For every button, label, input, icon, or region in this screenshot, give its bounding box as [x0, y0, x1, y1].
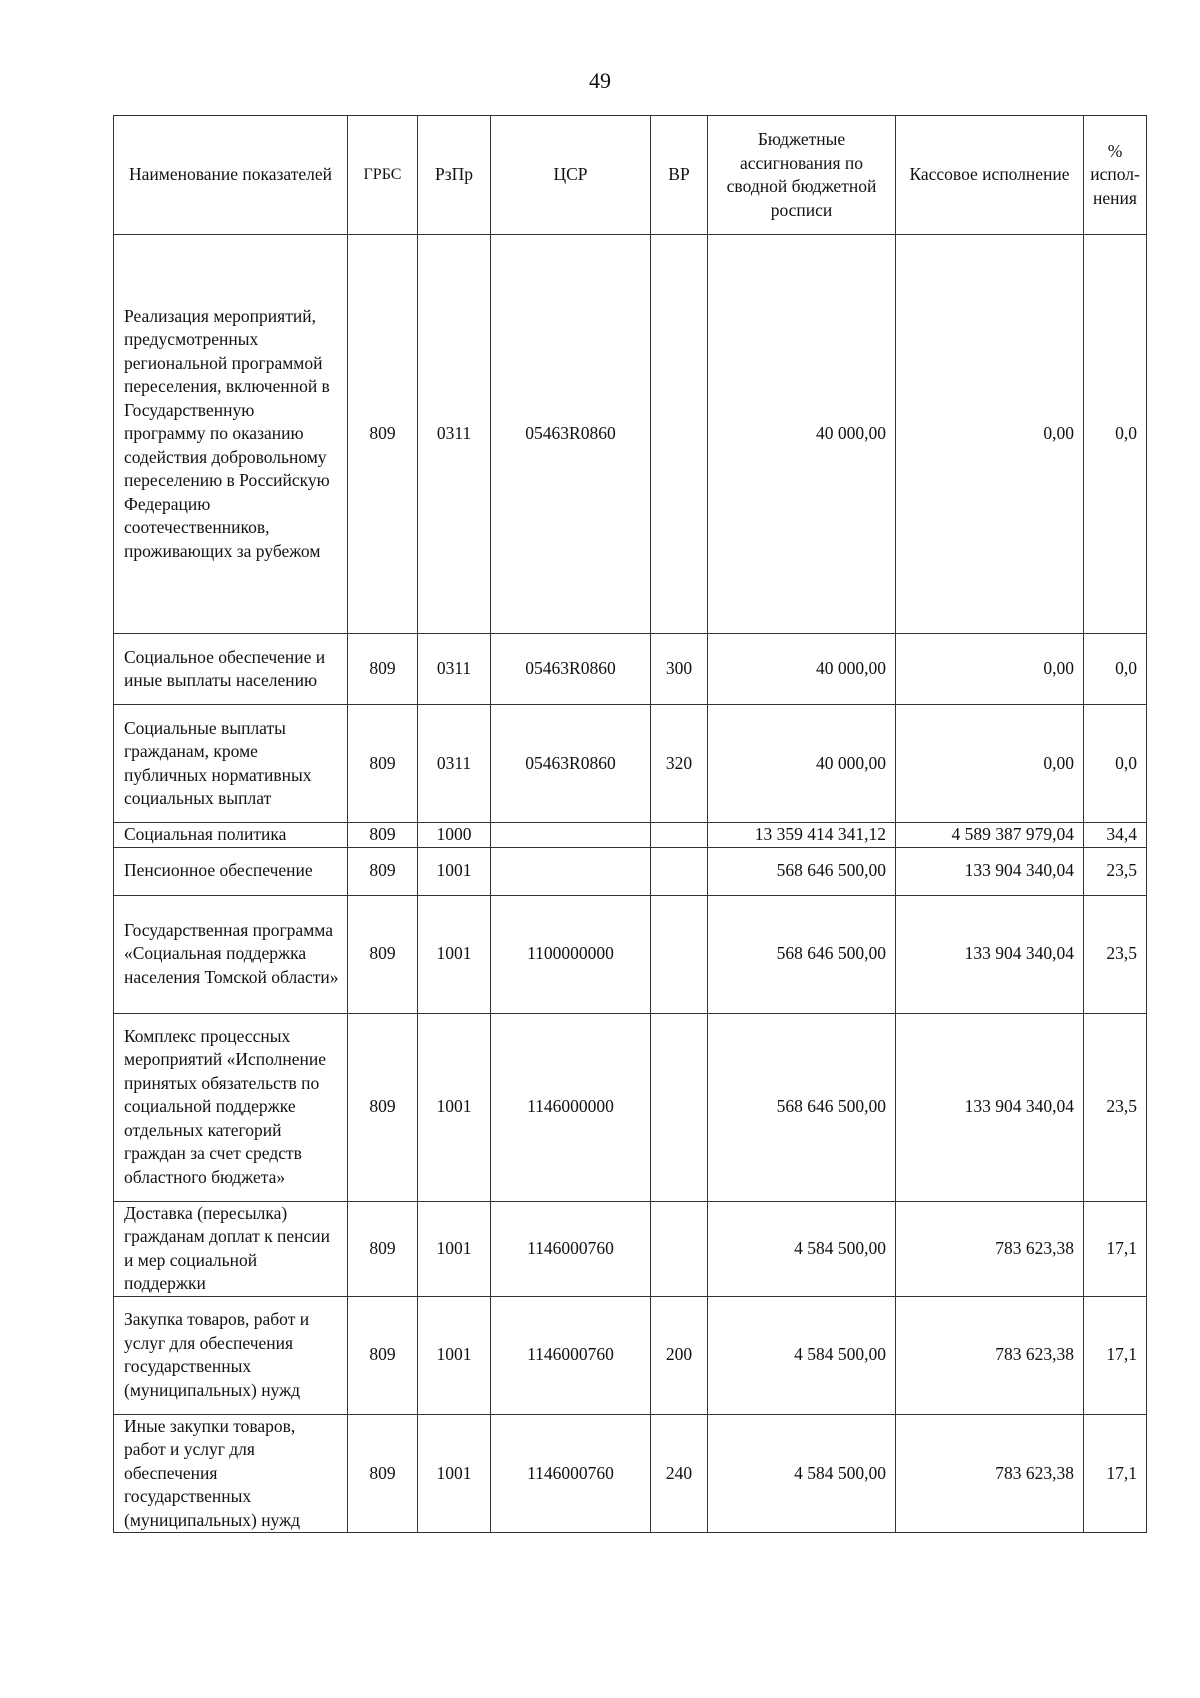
row-pct: 0,0: [1084, 235, 1147, 634]
row-name: Государственная программа «Социальная поддержка населения Томской области»: [114, 895, 348, 1013]
table-row: [114, 1296, 1147, 1414]
row-budget: 13 359 414 341,12: [708, 823, 896, 848]
row-vr: 300: [651, 634, 708, 705]
row-csr: 1146000760: [491, 1296, 651, 1414]
row-vr: 240: [651, 1414, 708, 1533]
row-vr: [651, 1201, 708, 1296]
row-vr: [651, 1013, 708, 1201]
row-rzpr: 1001: [418, 895, 491, 1013]
row-rzpr: 1001: [418, 1201, 491, 1296]
page-number: 49: [589, 68, 611, 93]
header-vr: ВР: [651, 116, 708, 235]
row-grbs: 809: [348, 847, 418, 895]
header-budget: Бюджетные ассигнования по сводной бюджетной росписи: [708, 116, 896, 235]
row-grbs: 809: [348, 1201, 418, 1296]
row-pct: 23,5: [1084, 847, 1147, 895]
row-csr: 1146000000: [491, 1013, 651, 1201]
row-vr: 200: [651, 1296, 708, 1414]
row-grbs: 809: [348, 1296, 418, 1414]
row-grbs: 809: [348, 823, 418, 848]
header-cash: Кассовое исполнение: [896, 116, 1084, 235]
row-rzpr: 1001: [418, 1414, 491, 1533]
row-rzpr: 1001: [418, 1013, 491, 1201]
row-cash: 0,00: [896, 235, 1084, 634]
row-budget: 4 584 500,00: [708, 1201, 896, 1296]
row-name: Доставка (пересылка) гражданам доплат к пенсии и мер социальной поддержки: [114, 1201, 348, 1296]
row-name: Социальное обеспечение и иные выплаты населению: [114, 634, 348, 705]
row-budget: 568 646 500,00: [708, 847, 896, 895]
table-row: [114, 235, 1147, 634]
row-cash: 0,00: [896, 634, 1084, 705]
row-vr: 320: [651, 705, 708, 823]
row-pct: 0,0: [1084, 705, 1147, 823]
table-row: [114, 705, 1147, 823]
row-rzpr: 0311: [418, 705, 491, 823]
row-pct: 0,0: [1084, 634, 1147, 705]
row-cash: 783 623,38: [896, 1201, 1084, 1296]
row-csr: [491, 823, 651, 848]
row-budget: 568 646 500,00: [708, 1013, 896, 1201]
header-grbs: ГРБС: [348, 116, 418, 235]
row-csr: 1146000760: [491, 1414, 651, 1533]
row-csr: 1100000000: [491, 895, 651, 1013]
row-name: Социальная политика: [114, 823, 348, 848]
header-pct: % испол-нения: [1084, 116, 1147, 235]
row-cash: 0,00: [896, 705, 1084, 823]
row-pct: 17,1: [1084, 1296, 1147, 1414]
row-vr: [651, 847, 708, 895]
row-name: Реализация мероприятий, предусмотренных региональной программой переселения, включенной в Государственную программу по оказанию содействия добровольному переселению в Российскую Федерацию соотечественников, проживающих за рубежом: [114, 235, 348, 634]
row-budget: 40 000,00: [708, 634, 896, 705]
row-pct: 23,5: [1084, 895, 1147, 1013]
row-vr: [651, 895, 708, 1013]
row-grbs: 809: [348, 634, 418, 705]
header-csr: ЦСР: [491, 116, 651, 235]
row-budget: 40 000,00: [708, 705, 896, 823]
row-cash: 133 904 340,04: [896, 847, 1084, 895]
budget-execution-table: [113, 115, 1147, 1533]
row-name: Пенсионное обеспечение: [114, 847, 348, 895]
row-vr: [651, 235, 708, 634]
row-cash: 4 589 387 979,04: [896, 823, 1084, 848]
table-row: [114, 1201, 1147, 1296]
row-budget: 4 584 500,00: [708, 1296, 896, 1414]
header-rzpr: РзПр: [418, 116, 491, 235]
row-name: Социальные выплаты гражданам, кроме публичных нормативных социальных выплат: [114, 705, 348, 823]
row-cash: 133 904 340,04: [896, 1013, 1084, 1201]
row-name: Иные закупки товаров, работ и услуг для обеспечения государственных (муниципальных) нужд: [114, 1414, 348, 1533]
row-vr: [651, 823, 708, 848]
row-pct: 17,1: [1084, 1414, 1147, 1533]
header-name: Наименование показателей: [114, 116, 348, 235]
row-csr: [491, 847, 651, 895]
table-row: [114, 847, 1147, 895]
row-pct: 17,1: [1084, 1201, 1147, 1296]
row-name: Комплекс процессных мероприятий «Исполнение принятых обязательств по социальной поддержке отдельных категорий граждан за счет средств областного бюджета»: [114, 1013, 348, 1201]
row-name: Закупка товаров, работ и услуг для обеспечения государственных (муниципальных) нужд: [114, 1296, 348, 1414]
table-row: [114, 823, 1147, 848]
table-row: [114, 895, 1147, 1013]
table-header-row: [114, 116, 1147, 235]
row-cash: 783 623,38: [896, 1296, 1084, 1414]
row-csr: 05463R0860: [491, 235, 651, 634]
row-grbs: 809: [348, 895, 418, 1013]
row-pct: 23,5: [1084, 1013, 1147, 1201]
row-budget: 40 000,00: [708, 235, 896, 634]
row-rzpr: 1000: [418, 823, 491, 848]
row-rzpr: 1001: [418, 1296, 491, 1414]
row-rzpr: 1001: [418, 847, 491, 895]
table-row: [114, 634, 1147, 705]
row-grbs: 809: [348, 1013, 418, 1201]
row-csr: 1146000760: [491, 1201, 651, 1296]
row-pct: 34,4: [1084, 823, 1147, 848]
row-csr: 05463R0860: [491, 634, 651, 705]
row-cash: 133 904 340,04: [896, 895, 1084, 1013]
row-cash: 783 623,38: [896, 1414, 1084, 1533]
table-row: [114, 1013, 1147, 1201]
row-budget: 4 584 500,00: [708, 1414, 896, 1533]
table-row: [114, 1414, 1147, 1533]
row-csr: 05463R0860: [491, 705, 651, 823]
row-budget: 568 646 500,00: [708, 895, 896, 1013]
row-grbs: 809: [348, 705, 418, 823]
row-rzpr: 0311: [418, 235, 491, 634]
row-grbs: 809: [348, 235, 418, 634]
row-grbs: 809: [348, 1414, 418, 1533]
row-rzpr: 0311: [418, 634, 491, 705]
